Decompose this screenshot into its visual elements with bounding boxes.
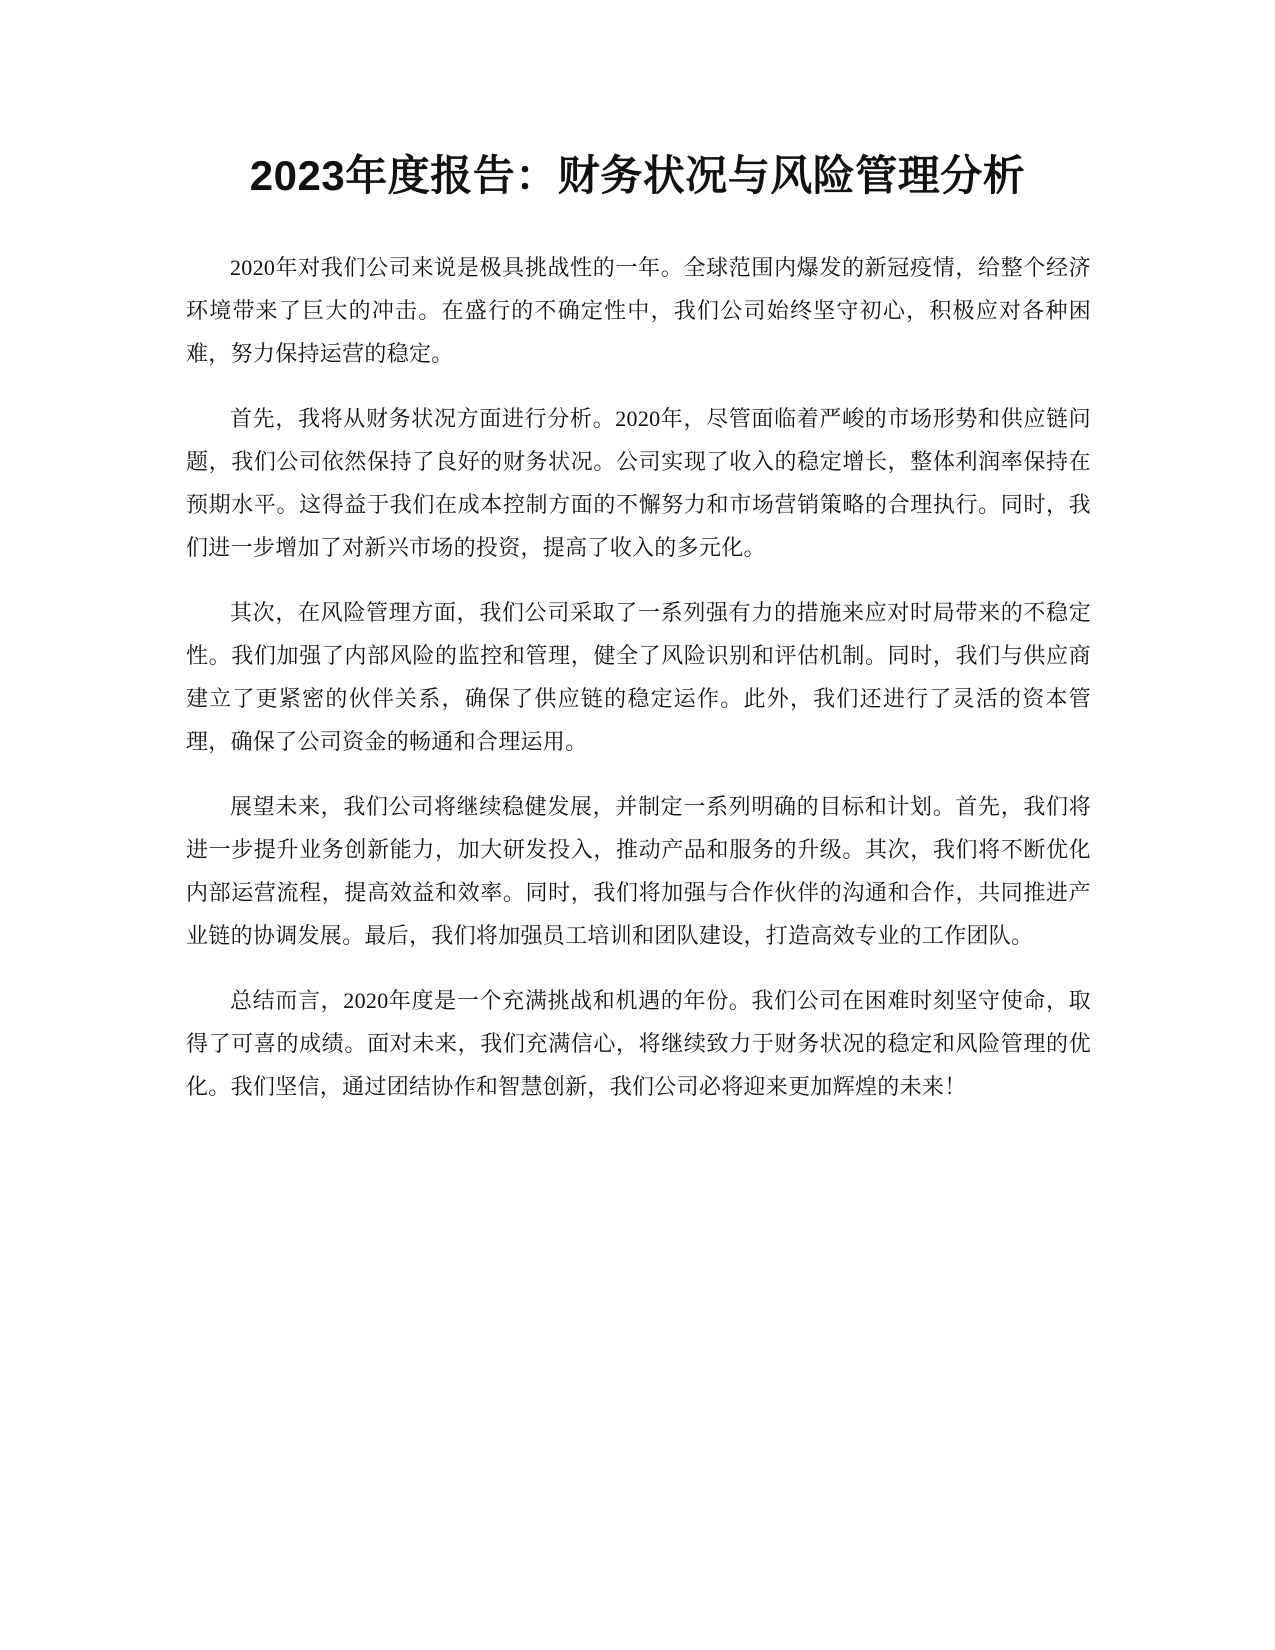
paragraph-outlook: 展望未来，我们公司将继续稳健发展，并制定一系列明确的目标和计划。首先，我们将进一步提升业务创新能力，加大研发投入，推动产品和服务的升级。其次，我们将不断优化内部运营流程，提高效益和效率。同时，我们将加强与合作伙伴的沟通和合作，共同推进产业链的协调发展。最后，我们将加强员工培训和团队建设，打造高效专业的工作团队。 xyxy=(186,794,1091,948)
paragraph-intro: 2020年对我们公司来说是极具挑战性的一年。全球范围内爆发的新冠疫情，给整个经济环境带来了巨大的冲击。在盛行的不确定性中，我们公司始终坚守初心，积极应对各种困难，努力保持运营的稳定。 xyxy=(186,255,1091,366)
paragraph-financial: 首先，我将从财务状况方面进行分析。2020年，尽管面临着严峻的市场形势和供应链问题，我们公司依然保持了良好的财务状况。公司实现了收入的稳定增长，整体利润率保持在预期水平。这得益于我们在成本控制方面的不懈努力和市场营销策略的合理执行。同时，我们进一步增加了对新兴市场的投资，提高了收入的多元化。 xyxy=(186,406,1091,560)
document-title: 2023年度报告：财务状况与风险管理分析 xyxy=(249,152,1026,199)
paragraph-summary: 总结而言，2020年度是一个充满挑战和机遇的年份。我们公司在困难时刻坚守使命，取得了可喜的成绩。面对未来，我们充满信心，将继续致力于财务状况的稳定和风险管理的优化。我们坚信，通过团结协作和智慧创新，我们公司必将迎来更加辉煌的未来！ xyxy=(186,988,1091,1099)
document-body xyxy=(186,246,1091,1130)
paragraph-risk: 其次，在风险管理方面，我们公司采取了一系列强有力的措施来应对时局带来的不稳定性。我们加强了内部风险的监控和管理，健全了风险识别和评估机制。同时，我们与供应商建立了更紧密的伙伴关系，确保了供应链的稳定运作。此外，我们还进行了灵活的资本管理，确保了公司资金的畅通和合理运用。 xyxy=(186,600,1091,754)
